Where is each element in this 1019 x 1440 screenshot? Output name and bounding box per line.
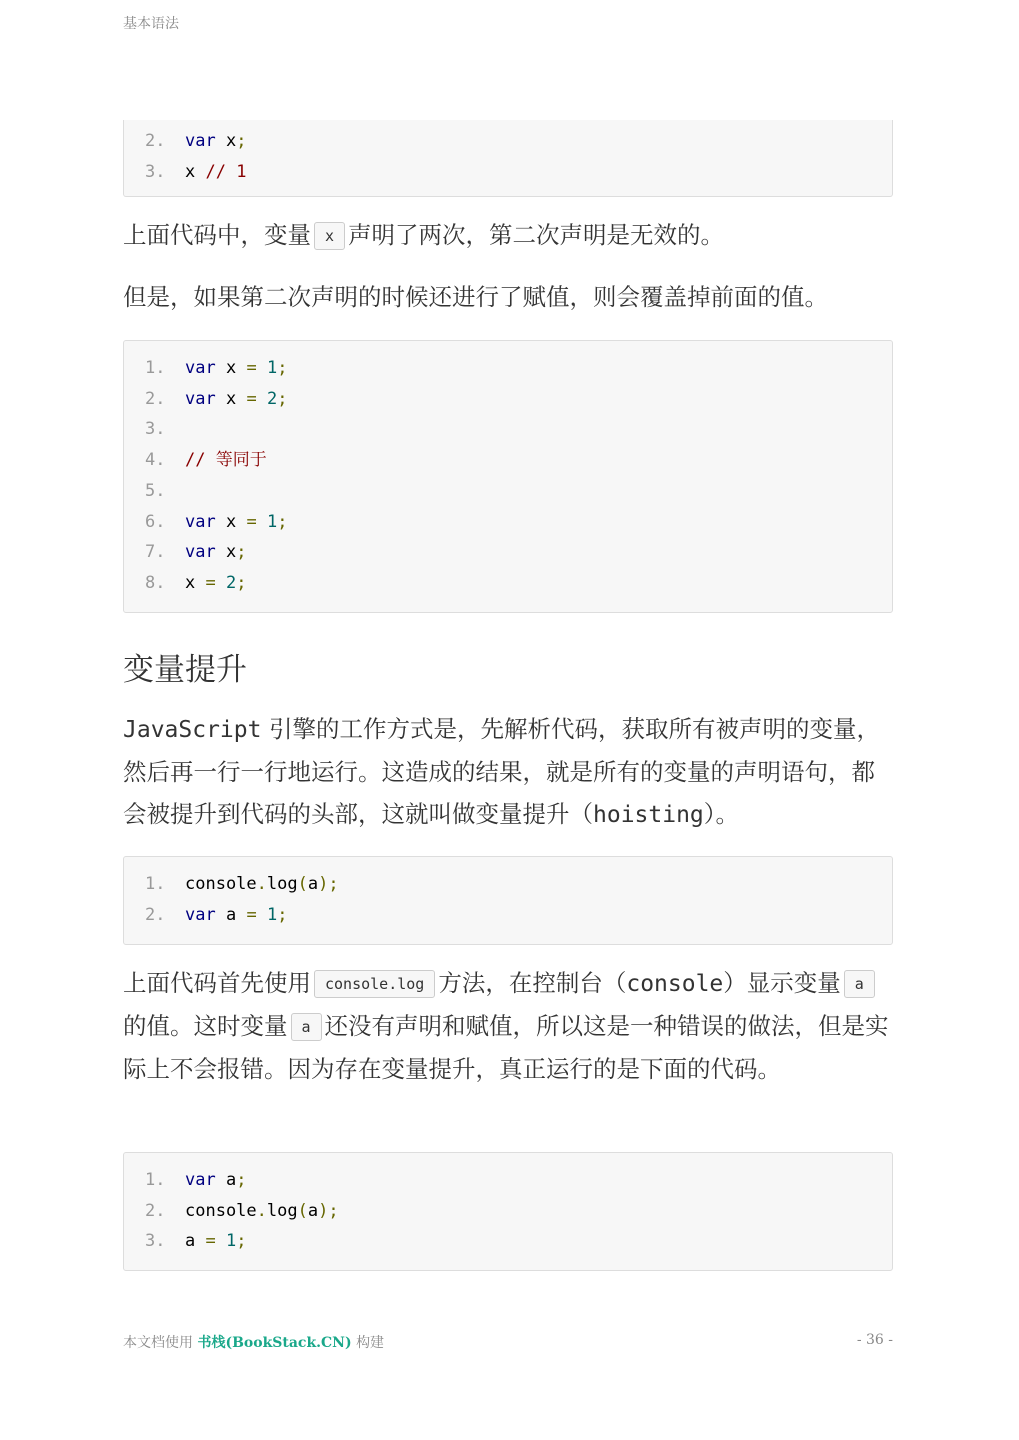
code-token: a xyxy=(215,1170,237,1190)
code-text xyxy=(185,126,246,157)
bookstack-link[interactable]: 书栈(BookStack.CN) xyxy=(197,1335,352,1351)
text: 上面代码中，变量 xyxy=(123,221,311,249)
paragraph xyxy=(123,962,893,1090)
text: ）显示变量 xyxy=(723,969,841,997)
code-token: a xyxy=(307,1200,319,1221)
inline-code: console.log xyxy=(314,970,435,998)
inline-mono: JavaScript xyxy=(123,717,262,743)
line-number: 3. xyxy=(145,419,166,440)
line-number: 1. xyxy=(145,1170,166,1190)
code-token: x xyxy=(215,358,247,378)
footer-prefix: 本文档使用 xyxy=(123,1335,193,1351)
code-block xyxy=(123,340,893,613)
code-token: ; xyxy=(277,904,288,925)
code-token xyxy=(257,905,267,925)
footer-credit xyxy=(123,1332,384,1352)
code-token xyxy=(216,573,226,593)
inline-mono: console xyxy=(626,971,724,997)
code-text xyxy=(185,1226,246,1257)
code-token: 1 xyxy=(266,358,278,378)
code-token: log xyxy=(266,874,298,894)
line-number: 3. xyxy=(145,161,166,182)
code-token: a xyxy=(307,874,319,894)
text: 引擎的工作方式是，先解析代码，获取所有被声明的变量，然后再一行一行地运行。这造成的结果，就是所有的变量的声明语句，都会被提升到代码的头部，这就叫做变量提升（ xyxy=(123,715,880,828)
code-token: ( xyxy=(297,1200,308,1221)
paragraph xyxy=(123,708,893,836)
code-token: x xyxy=(185,572,206,593)
inline-code: a xyxy=(844,970,875,998)
code-token: var xyxy=(185,1170,216,1190)
code-token: ; xyxy=(277,511,288,532)
text: 方法，在控制台（ xyxy=(438,969,627,997)
line-number: 1. xyxy=(145,358,166,378)
line-number: 1. xyxy=(145,874,166,894)
code-token: = xyxy=(246,511,257,532)
code-token: ; xyxy=(236,131,247,151)
code-block xyxy=(123,120,893,197)
code-token: x xyxy=(185,161,206,182)
inline-code: a xyxy=(291,1013,322,1041)
code-text xyxy=(185,445,267,476)
code-token: var xyxy=(185,511,216,532)
code-token: var xyxy=(185,388,216,409)
code-token: var xyxy=(185,131,216,151)
code-token: 2 xyxy=(225,572,237,593)
code-text xyxy=(185,1196,339,1227)
code-token: . xyxy=(256,1200,267,1221)
code-token: console xyxy=(185,1200,257,1221)
code-token: = xyxy=(246,388,257,409)
code-token: console xyxy=(185,874,257,894)
code-text xyxy=(185,384,287,415)
code-token: ); xyxy=(318,874,339,894)
code-block xyxy=(123,856,893,945)
code-token: x xyxy=(215,511,247,532)
code-text xyxy=(185,537,246,568)
text: 声明了两次，第二次声明是无效的。 xyxy=(348,221,725,249)
header-title: 基本语法 xyxy=(123,16,179,32)
line-number: 2. xyxy=(145,131,166,151)
code-token: log xyxy=(266,1200,298,1221)
line-number: 5. xyxy=(145,480,166,501)
code-text xyxy=(185,353,287,384)
page-number: - 36 - xyxy=(856,1332,893,1348)
code-token: 1 xyxy=(266,511,278,532)
inline-mono: hoisting xyxy=(593,802,704,828)
code-token: var xyxy=(185,904,216,925)
code-token: x xyxy=(215,388,247,409)
section-heading: 变量提升 xyxy=(123,652,247,688)
text: ）。 xyxy=(703,800,740,828)
code-text xyxy=(185,1165,246,1196)
paragraph: 但是，如果第二次声明的时候还进行了赋值，则会覆盖掉前面的值。 xyxy=(123,283,828,311)
code-token: = xyxy=(205,1231,216,1252)
paragraph xyxy=(123,214,893,257)
code-token: x xyxy=(215,131,237,151)
code-text xyxy=(185,900,287,931)
code-token: ; xyxy=(277,388,288,409)
code-token: ( xyxy=(297,874,308,894)
code-text xyxy=(185,157,246,188)
line-number: 2. xyxy=(145,1200,166,1221)
line-number: 6. xyxy=(145,511,166,532)
footer-suffix: 构建 xyxy=(356,1335,385,1351)
code-token: = xyxy=(246,358,257,378)
code-text xyxy=(185,507,287,538)
code-token: // 1 xyxy=(205,161,247,182)
text: 上面代码首先使用 xyxy=(123,969,311,997)
code-token: x xyxy=(215,542,237,563)
code-token: a xyxy=(215,904,247,925)
line-number: 3. xyxy=(145,1231,166,1252)
code-token: var xyxy=(185,358,216,378)
code-text xyxy=(185,869,339,900)
code-token: ; xyxy=(236,572,247,593)
code-token: ); xyxy=(318,1200,339,1221)
text: 的值。这时变量 xyxy=(123,1012,288,1040)
code-token xyxy=(257,389,267,409)
code-token: a xyxy=(185,1231,206,1252)
code-token: 2 xyxy=(266,388,278,409)
line-number: 8. xyxy=(145,572,166,593)
code-token xyxy=(216,1231,226,1251)
code-token: 1 xyxy=(266,904,278,925)
line-number: 4. xyxy=(145,450,166,471)
code-token xyxy=(257,512,267,532)
code-token: ; xyxy=(277,358,288,378)
code-token: = xyxy=(246,904,257,925)
code-token: // 等同于 xyxy=(185,450,267,471)
code-token: . xyxy=(256,874,267,894)
code-token xyxy=(257,358,267,378)
inline-code: x xyxy=(314,222,345,250)
text: 还没有声明和赋值，所以这是一种错误的做法，但是实际上不会报错。因为存在变量提升，真正运行的是下面的代码。 xyxy=(123,1012,889,1083)
line-number: 7. xyxy=(145,542,166,563)
code-token: var xyxy=(185,542,216,563)
line-number: 2. xyxy=(145,388,166,409)
code-token: ; xyxy=(236,1170,247,1190)
code-token: ; xyxy=(236,542,247,563)
code-token: 1 xyxy=(225,1231,237,1252)
code-block xyxy=(123,1152,893,1271)
code-token: ; xyxy=(236,1231,247,1252)
line-number: 2. xyxy=(145,904,166,925)
code-text xyxy=(185,568,246,599)
code-token: = xyxy=(205,572,216,593)
